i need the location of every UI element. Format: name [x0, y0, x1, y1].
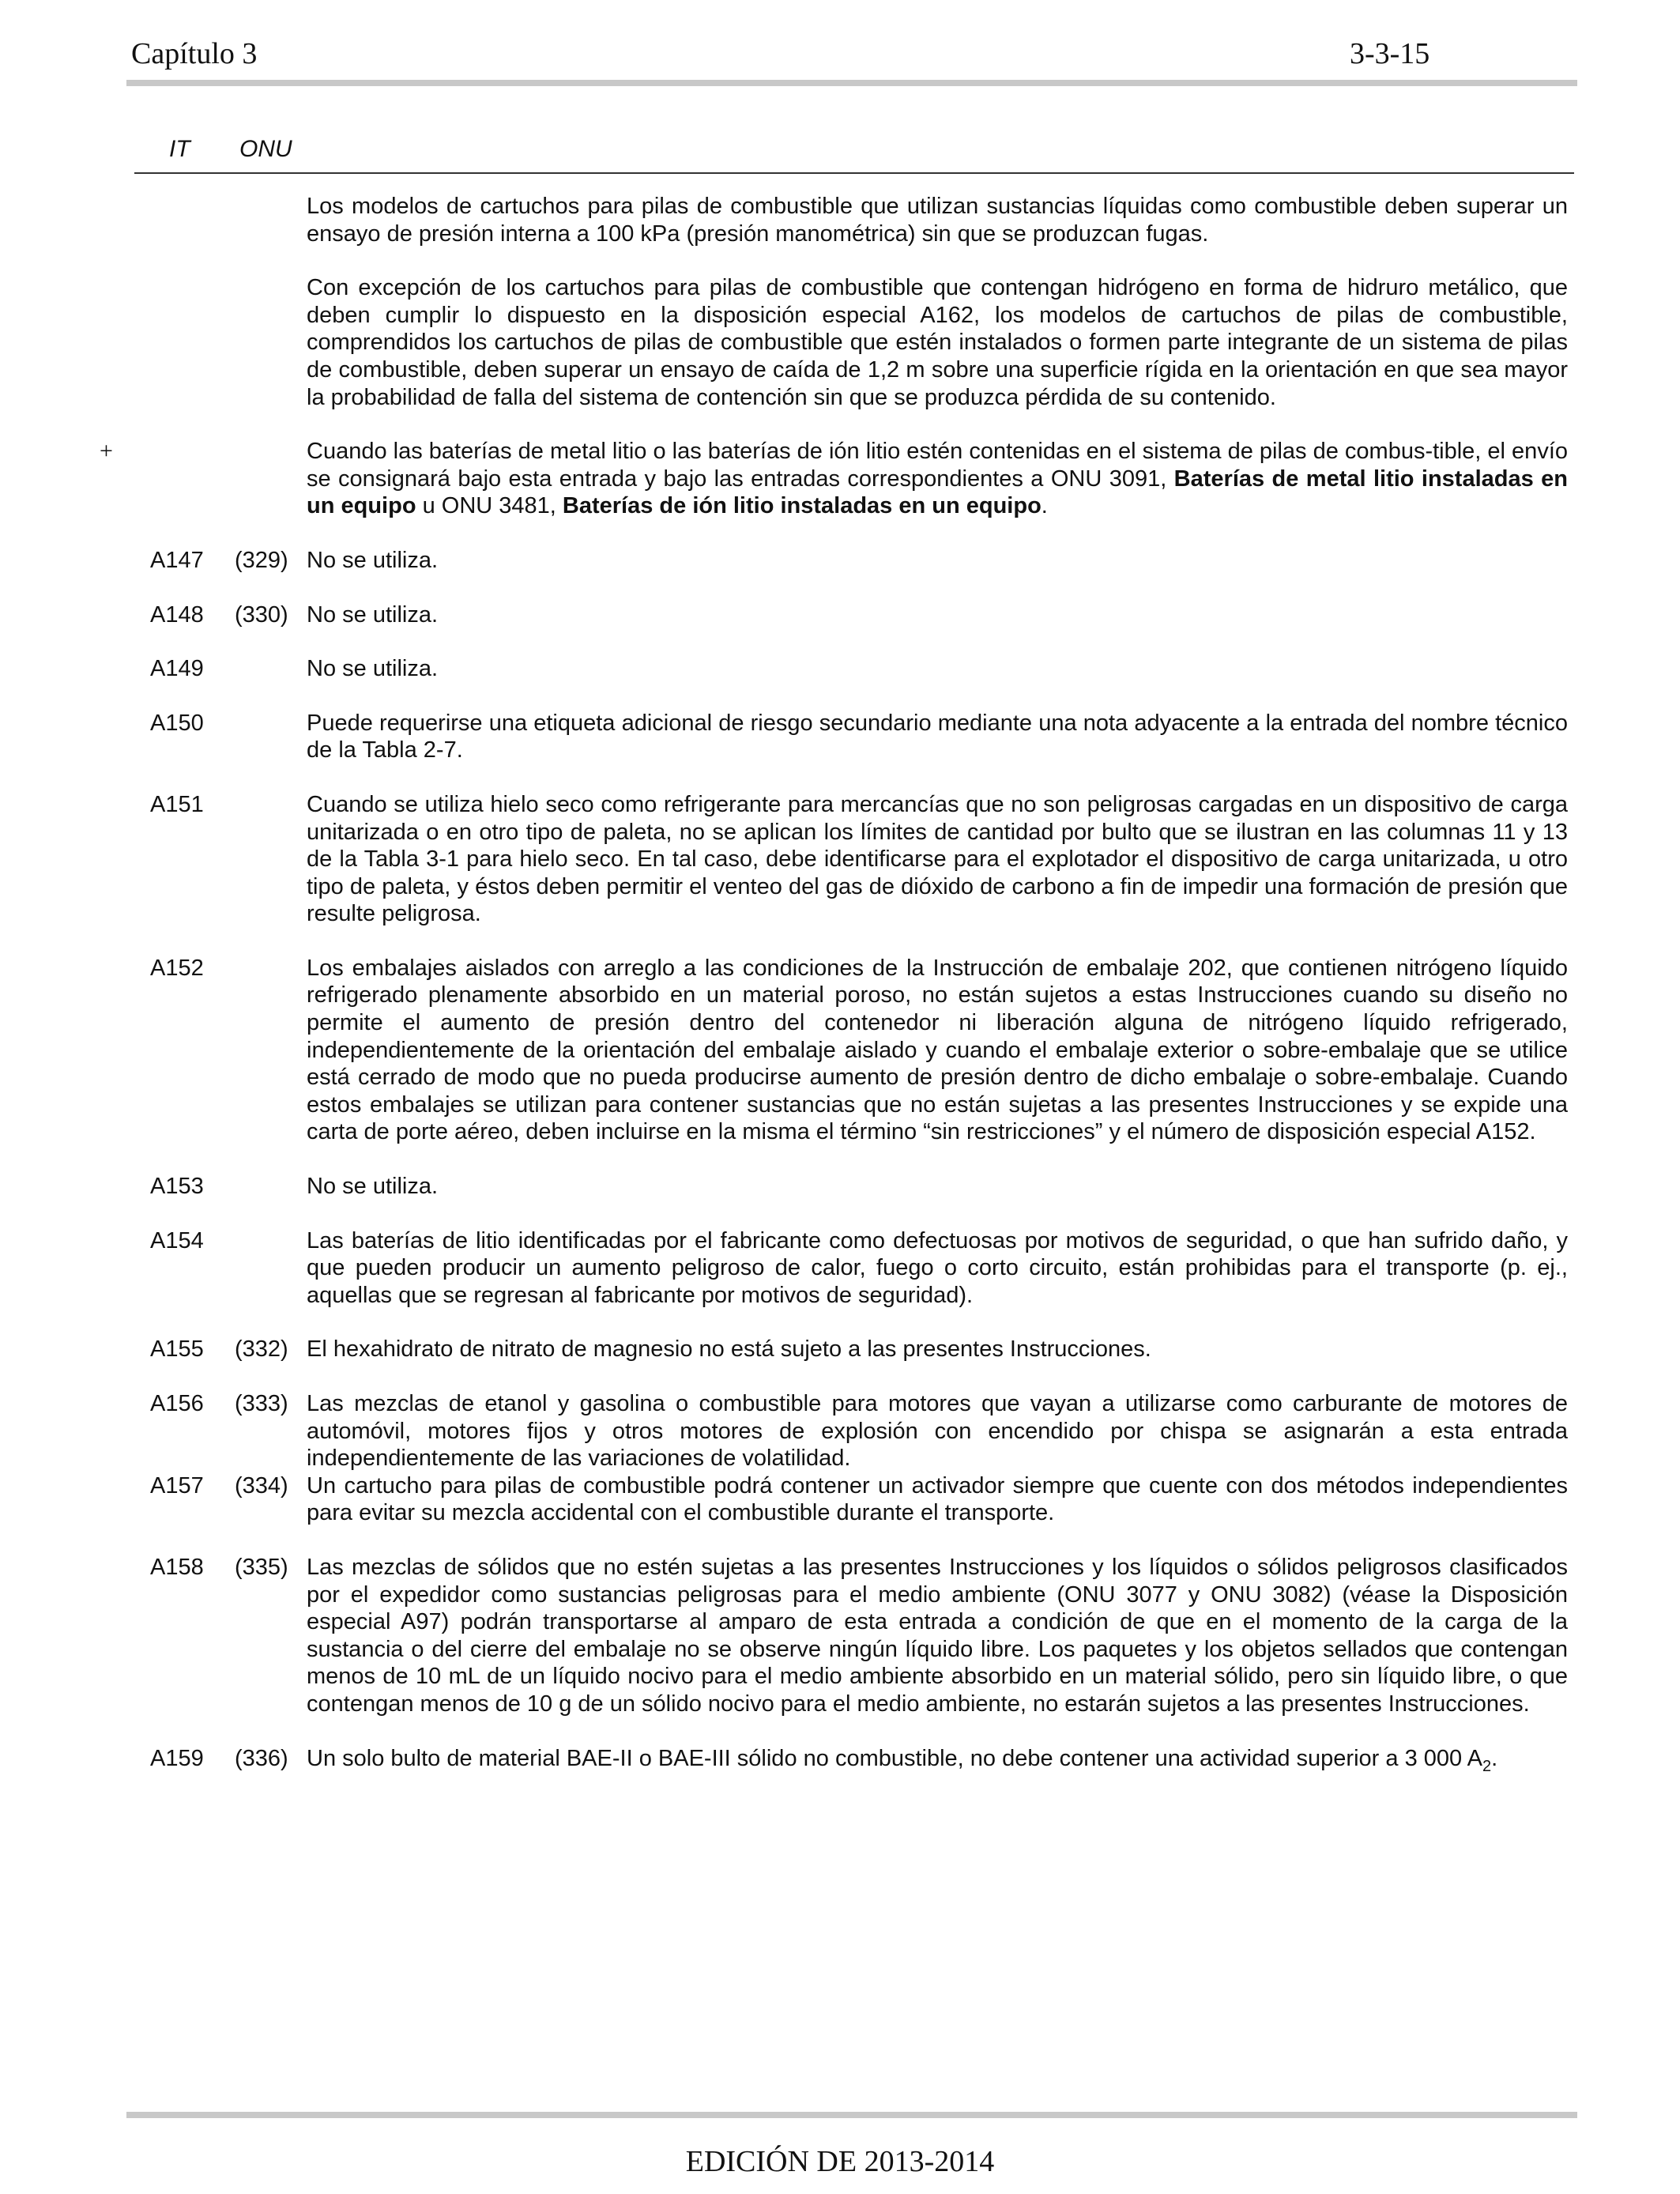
it-code: A152	[150, 955, 204, 981]
entries-container	[0, 547, 1680, 1718]
onu-code: (332)	[235, 1336, 288, 1363]
continuation-block	[0, 193, 1680, 411]
subscript: 2	[1482, 1757, 1492, 1775]
provision-text-suffix: .	[1491, 1745, 1498, 1771]
onu-code: (335)	[235, 1554, 288, 1580]
provision-entry	[0, 655, 1680, 683]
onu-code: (336)	[235, 1745, 288, 1771]
entry-name-3091: Baterías de metal litio instaladas en un equipo	[307, 466, 1568, 519]
column-header-rule	[134, 172, 1574, 174]
provision-text: No se utiliza.	[307, 601, 439, 628]
provision-entry	[0, 1336, 1680, 1363]
it-code: A159	[150, 1745, 204, 1771]
chapter-title: Capítulo 3	[131, 37, 258, 70]
provision-entry	[0, 955, 1680, 1146]
amended-text: .	[1041, 493, 1048, 519]
it-code: A156	[150, 1391, 204, 1416]
provision-entry	[0, 1390, 1680, 1472]
provisions-list	[0, 193, 1680, 1807]
onu-code: (329)	[235, 547, 288, 573]
onu-code: (330)	[235, 601, 288, 628]
provision-text: Un cartucho para pilas de combustible podrá contener un activador siempre que cuente con dos métodos independientes para evitar su mezcla accidental con el combustible durante el transporte.	[307, 1472, 1568, 1526]
provision-entry	[0, 1227, 1680, 1310]
column-header-it: IT	[169, 136, 190, 162]
onu-code: (334)	[235, 1472, 288, 1498]
it-code: A149	[150, 656, 204, 682]
it-code: A158	[150, 1554, 204, 1580]
provision-text: No se utiliza.	[307, 656, 439, 682]
footer-rule	[126, 2112, 1577, 2118]
amended-paragraph	[307, 438, 1568, 520]
provision-entry	[0, 1554, 1680, 1718]
provision-text: Las mezclas de sólidos que no estén sujetas a las presentes Instrucciones y los líquidos o sólidos peligrosos clasificados por el expedidor como sustancias peligrosas para el medio ambiente (ONU 3077 y ONU 3082) (véase la Disposición especial A97) podrán transportarse al amparo de esta entrada a condición de que en el momento de la carga de la sustancia o del cierre del embalaje no se observe ningún líquido libre. Los paquetes y los objetos sellados que contengan menos de 10 mL de un líquido nocivo para el medio ambiente absorbido en un material sólido, pero sin líquido libre, o que contengan menos de 10 g de un sólido nocivo para el medio ambiente, no estarán sujetos a las presentes Instrucciones.	[307, 1554, 1568, 1717]
provision-entry	[0, 1745, 1680, 1780]
header-rule	[126, 80, 1577, 86]
column-header-onu: ONU	[239, 136, 292, 162]
amended-text: Cuando las baterías de metal litio o las baterías de ión litio estén contenidas en el sistema de pilas de combus-tible, el envío se consignará bajo esta entrada y bajo las entradas correspondientes a ONU 3091,	[307, 439, 1568, 492]
provision-entry	[0, 710, 1680, 764]
provision-entry	[0, 1173, 1680, 1201]
continuation-paragraph: Con excepción de los cartuchos para pilas de combustible que contengan hidrógeno en forma de hidruro metálico, que deben cumplir lo dispuesto en la disposición especial A162, los modelos de cartuchos de pilas de combustible, comprendidos los cartuchos de pilas de combustible que estén instalados o formen parte integrante de un sistema de pilas de combustible, deben superar un ensayo de caída de 1,2 m sobre una superficie rígida en la orientación en que sea mayor la probabilidad de falla del sistema de contención sin que se produzca pérdida de su contenido.	[307, 275, 1568, 410]
it-code: A151	[150, 791, 204, 817]
entry-name-3481: Baterías de ión litio instaladas en un equipo	[562, 493, 1042, 519]
provision-entry	[0, 1472, 1680, 1527]
provision-text: No se utiliza.	[307, 1174, 439, 1200]
provision-entry	[0, 791, 1680, 928]
it-code: A157	[150, 1472, 204, 1498]
provision-entry	[0, 601, 1680, 629]
provision-entry	[0, 547, 1680, 575]
provision-text: Puede requerirse una etiqueta adicional de riesgo secundario mediante una nota adyacente a la entrada del nombre técnico de la Tabla 2-7.	[307, 710, 1568, 763]
provision-text	[307, 1745, 1568, 1780]
amended-text: u ONU 3481,	[416, 493, 563, 519]
it-code: A148	[150, 601, 204, 628]
page-number: 3-3-15	[1350, 37, 1430, 70]
onu-code: (333)	[235, 1391, 288, 1416]
amendment-marker: +	[100, 438, 113, 465]
it-code: A153	[150, 1174, 204, 1200]
provision-text: No se utiliza.	[307, 547, 439, 573]
it-code: A150	[150, 710, 204, 736]
it-code: A155	[150, 1336, 204, 1363]
it-code: A154	[150, 1227, 204, 1253]
provision-text: Las baterías de litio identificadas por el fabricante como defectuosas por motivos de seguridad, o que han sufrido daño, y que pueden producir un aumento peligroso de calor, fuego o corto circuito, están prohibidas para el transporte (p. ej., aquellas que se regresan al fabricante por motivos de seguridad).	[307, 1227, 1568, 1308]
provision-text: Los embalajes aislados con arreglo a las condiciones de la Instrucción de embalaje 202, que contienen nitrógeno líquido refrigerado plenamente absorbido en un material poroso, no están sujetos a estas Instrucciones cuando su diseño no permite el aumento de presión dentro del contenedor ni liberación alguna de nitrógeno líquido refrigerado, independientemente de la orientación del embalaje aislado y cuando el embalaje exterior o sobre-embalaje que se utilice está cerrado de modo que no pueda producirse aumento de presión dentro de dicho embalaje o sobre-embalaje. Cuando estos embalajes se utilizan para contener sustancias que no están sujetas a las presentes Instrucciones y se expide una carta de porte aéreo, deben incluirse en la misma el término “sin restricciones” y el número de disposición especial A152.	[307, 955, 1568, 1145]
continuation-paragraph: Los modelos de cartuchos para pilas de combustible que utilizan sustancias líquidas como combustible deben superar un ensayo de presión interna a 100 kPa (presión manométrica) sin que se produzcan fugas.	[307, 194, 1568, 247]
provision-text: El hexahidrato de nitrato de magnesio no está sujeto a las presentes Instrucciones.	[307, 1336, 1151, 1363]
it-code: A147	[150, 547, 204, 573]
provision-text-main: Un solo bulto de material BAE-II o BAE-III sólido no combustible, no debe contener una actividad superior a 3 000 A	[307, 1745, 1482, 1771]
provision-text: Las mezclas de etanol y gasolina o combustible para motores que vayan a utilizarse como carburante de motores de automóvil, motores fijos y otros motores de explosión con encendido por chispa se asignarán a esta entrada independientemente de las variaciones de volatilidad.	[307, 1391, 1568, 1472]
edition-footer: EDICIÓN DE 2013-2014	[685, 2145, 995, 2178]
amended-paragraph-block	[0, 438, 1680, 520]
provision-text: Cuando se utiliza hielo seco como refrigerante para mercancías que no son peligrosas cargadas en un dispositivo de carga unitarizada o en otro tipo de paleta, no se aplican los límites de cantidad por bulto que se ilustran en las columnas 11 y 13 de la Tabla 3-1 para hielo seco. En tal caso, debe identificarse para el explotador el dispositivo de carga unitarizada, u otro tipo de paleta, y éstos deben permitir el venteo del gas de dióxido de carbono a fin de impedir una formación de presión que resulte peligrosa.	[307, 791, 1568, 927]
